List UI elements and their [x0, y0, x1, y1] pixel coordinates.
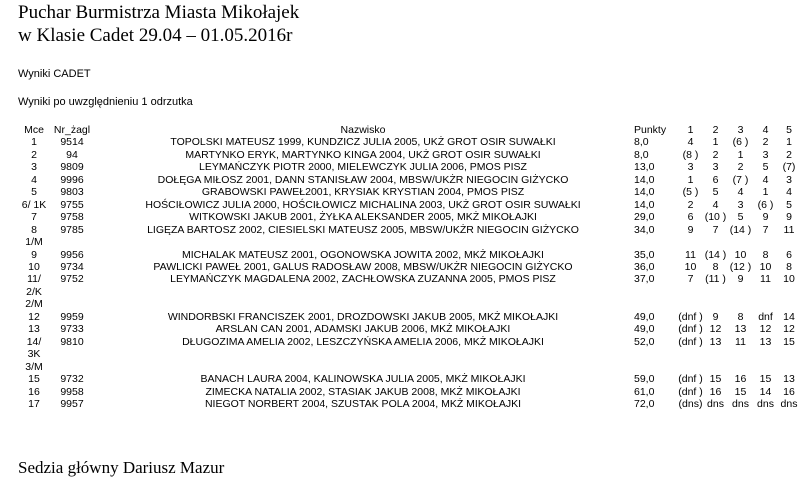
- race-2-cell: [703, 286, 728, 298]
- header-race-5: 5: [786, 124, 792, 136]
- race-5-cell: 1: [786, 136, 792, 149]
- mce-cell: 11/: [27, 273, 41, 286]
- race-1-cell: 9: [687, 223, 694, 236]
- crew-name-cell: MICHALAK MATEUSZ 2001, OGONOWSKA JOWITA 2002, MKŻ MIKOŁAJKI: [182, 248, 544, 261]
- race-2-cell: dns: [707, 397, 724, 410]
- race-4-cell: [753, 361, 778, 373]
- race-3-cell: dns: [732, 397, 749, 410]
- race-3-cell: 1: [737, 148, 744, 161]
- race-3-cell: [728, 286, 753, 298]
- points-cell: 49,0: [634, 310, 655, 323]
- crew-name-cell: GRABOWSKI PAWEŁ2001, KRYSIAK KRYSTIAN 2004, PMOS PISZ: [201, 186, 525, 199]
- sail-number-cell: 9996: [60, 173, 84, 186]
- crew-name-cell: MARTYNKO ERYK, MARTYNKO KINGA 2004, UKŻ GROT OSIR SUWAŁKI: [185, 148, 541, 161]
- table-row: [16, 336, 800, 348]
- table-row: [16, 136, 800, 148]
- mce-cell: 2/K: [26, 285, 42, 298]
- race-1-cell: (dnf ): [678, 310, 703, 323]
- race-5-cell: 14: [783, 310, 795, 323]
- crew-name-cell: HOŚCIŁOWICZ JULIA 2000, HOŚCIŁOWICZ MICHALINA 2003, UKŻ GROT OSIR SUWAŁKI: [145, 198, 581, 211]
- race-5-cell: [778, 361, 800, 373]
- race-4-cell: 11: [760, 273, 771, 286]
- crew-name-cell: DŁUGOZIMA AMELIA 2002, LESZCZYŃSKA AMELIA 2006, MKŻ MIKOŁAJKI: [182, 335, 544, 348]
- mce-cell: 2/M: [25, 298, 43, 311]
- sail-number-cell: 9959: [60, 310, 84, 323]
- table-row: [16, 273, 800, 285]
- sail-number-cell: 9733: [60, 323, 84, 336]
- race-2-cell: 6: [712, 173, 719, 186]
- race-5-cell: 15: [783, 335, 795, 348]
- race-2-cell: [703, 236, 728, 248]
- sail-number-cell: 9809: [60, 161, 84, 174]
- race-2-cell: 13: [709, 335, 722, 348]
- mce-cell: 16: [28, 385, 40, 398]
- mce-cell: 1/M: [25, 236, 43, 249]
- race-4-cell: 5: [762, 161, 769, 174]
- race-1-cell: (dnf ): [678, 323, 703, 336]
- mce-cell: 2: [31, 148, 37, 161]
- race-5-cell: 12: [783, 323, 795, 336]
- points-cell: [634, 361, 678, 373]
- race-3-cell: (12 ): [729, 260, 752, 273]
- race-4-cell: [753, 348, 778, 360]
- race-2-cell: 3: [712, 161, 719, 174]
- race-2-cell: 5: [712, 186, 719, 199]
- crew-name-cell: WITKOWSKI JAKUB 2001, ŻYŁKA ALEKSANDER 2005, MKŻ MIKOŁAJKI: [189, 211, 537, 224]
- race-3-cell: (7 ): [732, 173, 749, 186]
- points-cell: 52,0: [634, 335, 655, 348]
- race-1-cell: 11: [685, 248, 696, 261]
- race-4-cell: 10: [759, 260, 772, 273]
- points-cell: 72,0: [634, 397, 655, 410]
- header-race-3: 3: [737, 124, 744, 136]
- mce-cell: 17: [28, 397, 40, 410]
- points-cell: 34,0: [634, 223, 655, 236]
- header-points: Punkty: [634, 124, 667, 136]
- table-row: [16, 199, 800, 211]
- table-row: [16, 386, 800, 398]
- mce-cell: 3: [31, 161, 37, 174]
- race-5-cell: 5: [786, 198, 792, 211]
- race-2-cell: (10 ): [704, 211, 727, 224]
- race-1-cell: [678, 236, 703, 248]
- header-mce: Mce: [24, 124, 44, 136]
- race-5-cell: dns: [780, 397, 798, 410]
- table-row: [16, 161, 800, 173]
- mce-cell: 10: [28, 260, 40, 273]
- mce-cell: 14/: [26, 335, 42, 348]
- sail-number-cell: 9514: [60, 136, 84, 149]
- sail-number-cell: 9755: [60, 198, 84, 211]
- header-nr: Nr_żagl: [53, 124, 91, 136]
- mce-cell: 4: [31, 173, 37, 186]
- race-4-cell: 12: [759, 323, 772, 336]
- points-cell: 36,0: [634, 260, 655, 273]
- race-4-cell: 15: [759, 373, 772, 386]
- race-4-cell: 9: [762, 211, 769, 224]
- sail-number-cell: [52, 361, 92, 373]
- race-2-cell: 15: [709, 373, 722, 386]
- sail-number-cell: 9785: [60, 223, 84, 236]
- race-4-cell: dnf: [758, 310, 773, 323]
- race-5-cell: 3: [786, 173, 792, 186]
- race-4-cell: dns: [757, 397, 774, 410]
- race-5-cell: [778, 286, 800, 298]
- header-row: [16, 124, 800, 136]
- race-3-cell: (14 ): [729, 223, 752, 236]
- sail-number-cell: 94: [66, 148, 78, 161]
- mce-cell: 6/ 1K: [21, 198, 47, 211]
- race-1-cell: 3: [687, 161, 694, 174]
- results-table: [16, 124, 800, 410]
- race-2-cell: [703, 361, 728, 373]
- points-cell: 14,0: [634, 198, 655, 211]
- crew-name-cell: LEYMAŃCZYK MAGDALENA 2002, ZACHŁOWSKA ZUZANNA 2005, PMOS PISZ: [170, 273, 556, 286]
- points-cell: 49,0: [634, 323, 655, 336]
- table-row: [16, 398, 800, 410]
- race-5-cell: (7): [782, 161, 796, 174]
- table-row: [16, 286, 800, 298]
- crew-name-cell: [92, 298, 634, 310]
- sail-number-cell: 9803: [60, 186, 84, 199]
- mce-cell: 12: [28, 310, 40, 323]
- race-2-cell: [703, 298, 728, 310]
- race-4-cell: [753, 236, 778, 248]
- table-row: [16, 224, 800, 236]
- race-5-cell: [778, 348, 800, 360]
- sail-number-cell: 9758: [60, 211, 84, 224]
- race-1-cell: [678, 298, 703, 310]
- race-2-cell: (11 ): [705, 273, 726, 286]
- points-cell: 29,0: [634, 211, 655, 224]
- race-1-cell: (dnf ): [678, 373, 703, 386]
- crew-name-cell: PAWLICKI PAWEŁ 2001, GALUS RADOSŁAW 2008, MBSW/UKŻR NIEGOCIN GIŻYCKO: [153, 260, 573, 273]
- title-line-1: Puchar Burmistrza Miasta Mikołajek: [18, 2, 300, 23]
- crew-name-cell: TOPOLSKI MATEUSZ 1999, KUNDZICZ JULIA 2005, UKŻ GROT OSIR SUWAŁKI: [170, 136, 556, 149]
- race-3-cell: 3: [737, 198, 744, 211]
- points-cell: [634, 236, 678, 248]
- race-3-cell: 13: [734, 323, 747, 336]
- race-1-cell: 6: [687, 211, 694, 224]
- subtitle: Wyniki CADET: [18, 68, 91, 80]
- table-row: [16, 311, 800, 323]
- race-5-cell: 11: [783, 223, 795, 236]
- race-3-cell: [728, 361, 753, 373]
- header-race-1: 1: [687, 124, 694, 136]
- race-3-cell: 10: [734, 248, 747, 261]
- crew-name-cell: BANACH LAURA 2004, KALINOWSKA JULIA 2005, MKŻ MIKOŁAJKI: [200, 373, 526, 386]
- race-3-cell: 2: [737, 161, 744, 174]
- crew-name-cell: DOŁĘGA MIŁOSZ 2001, DANN STANISŁAW 2004, MBSW/UKŻR NIEGOCIN GIŻYCKO: [157, 173, 569, 186]
- race-1-cell: (dnf ): [678, 335, 703, 348]
- sail-number-cell: [52, 348, 92, 360]
- mce-cell: 8: [31, 223, 37, 236]
- crew-name-cell: LIGĘZA BARTOSZ 2002, CIESIELSKI MATEUSZ 2005, MBSW/UKŻR NIEGOCIN GIŻYCKO: [147, 223, 579, 236]
- sail-number-cell: [52, 286, 92, 298]
- crew-name-cell: LEYMAŃCZYK PIOTR 2000, MIELEWCZYK JULIA 2006, PMOS PISZ: [199, 161, 527, 174]
- points-cell: 14,0: [634, 186, 655, 199]
- mce-cell: 5: [31, 186, 37, 199]
- race-5-cell: 8: [786, 260, 792, 273]
- sail-number-cell: [52, 298, 92, 310]
- race-4-cell: 2: [762, 136, 769, 149]
- race-5-cell: 4: [786, 186, 792, 199]
- table-row: [16, 174, 800, 186]
- race-4-cell: 4: [762, 173, 769, 186]
- race-2-cell: 2: [712, 148, 719, 161]
- points-cell: 61,0: [634, 385, 655, 398]
- race-4-cell: [753, 298, 778, 310]
- table-row: [16, 186, 800, 198]
- race-1-cell: (dns): [678, 397, 703, 410]
- mce-cell: 13: [28, 323, 40, 336]
- crew-name-cell: [92, 348, 634, 360]
- race-4-cell: 14: [759, 385, 772, 398]
- race-4-cell: 8: [762, 248, 769, 261]
- table-row: [16, 373, 800, 385]
- race-1-cell: 2: [687, 198, 694, 211]
- points-cell: 35,0: [634, 248, 655, 261]
- race-2-cell: 7: [712, 223, 719, 236]
- points-cell: 13,0: [634, 161, 655, 174]
- discard-note: Wyniki po uwzględnieniu 1 odrzutka: [18, 96, 193, 108]
- race-3-cell: [728, 236, 753, 248]
- points-cell: [634, 298, 678, 310]
- table-row: [16, 348, 800, 360]
- mce-cell: 9: [31, 248, 37, 261]
- points-cell: 8,0: [634, 148, 649, 161]
- title-line-2: w Klasie Cadet 29.04 – 01.05.2016r: [18, 25, 293, 46]
- header-name: Nazwisko: [340, 124, 386, 136]
- results-body: [16, 136, 800, 410]
- race-3-cell: 5: [737, 211, 744, 224]
- race-1-cell: 4: [687, 136, 694, 149]
- table-row: [16, 361, 800, 373]
- points-cell: 8,0: [634, 136, 649, 149]
- race-4-cell: 7: [762, 223, 769, 236]
- race-2-cell: [703, 348, 728, 360]
- crew-name-cell: [92, 361, 634, 373]
- crew-name-cell: [92, 236, 634, 248]
- race-3-cell: [728, 298, 753, 310]
- table-row: [16, 149, 800, 161]
- table-row: [16, 249, 800, 261]
- race-1-cell: 10: [684, 260, 697, 273]
- sail-number-cell: [52, 236, 92, 248]
- race-5-cell: [778, 298, 800, 310]
- race-4-cell: 13: [759, 335, 772, 348]
- race-5-cell: 6: [786, 248, 792, 261]
- race-3-cell: [728, 348, 753, 360]
- table-row: [16, 236, 800, 248]
- race-3-cell: 16: [734, 373, 747, 386]
- race-2-cell: 8: [712, 260, 719, 273]
- race-1-cell: [678, 348, 703, 360]
- race-4-cell: 1: [762, 186, 769, 199]
- race-5-cell: 13: [783, 373, 795, 386]
- table-row: [16, 298, 800, 310]
- race-4-cell: [753, 286, 778, 298]
- race-2-cell: 9: [712, 310, 719, 323]
- race-2-cell: 4: [712, 198, 719, 211]
- table-row: [16, 261, 800, 273]
- chief-judge: Sedzia główny Dariusz Mazur: [18, 458, 225, 477]
- race-5-cell: 10: [783, 273, 795, 286]
- race-2-cell: 16: [709, 385, 722, 398]
- crew-name-cell: WINDORBSKI FRANCISZEK 2001, DROZDOWSKI JAKUB 2005, MKŻ MIKOŁAJKI: [167, 310, 559, 323]
- header-race-2: 2: [712, 124, 719, 136]
- race-4-cell: 3: [762, 148, 769, 161]
- mce-cell: 1: [31, 136, 37, 149]
- race-2-cell: 1: [712, 136, 719, 149]
- race-2-cell: 12: [709, 323, 722, 336]
- race-5-cell: [778, 236, 800, 248]
- sail-number-cell: 9956: [60, 248, 84, 261]
- mce-cell: 3/M: [25, 360, 43, 373]
- points-cell: 14,0: [634, 173, 655, 186]
- race-5-cell: 9: [786, 211, 792, 224]
- race-1-cell: (dnf ): [678, 385, 703, 398]
- points-cell: 37,0: [634, 273, 655, 286]
- race-3-cell: 11: [735, 335, 746, 348]
- race-5-cell: 2: [786, 148, 792, 161]
- race-1-cell: 7: [687, 273, 694, 286]
- race-1-cell: (8 ): [682, 148, 699, 161]
- mce-cell: 15: [28, 373, 40, 386]
- race-1-cell: [678, 361, 703, 373]
- sail-number-cell: 9734: [60, 260, 84, 273]
- crew-name-cell: [92, 286, 634, 298]
- points-cell: [634, 286, 678, 298]
- header-race-4: 4: [762, 124, 769, 136]
- table-row: [16, 323, 800, 335]
- race-1-cell: (5 ): [682, 186, 699, 199]
- crew-name-cell: ZIMECKA NATALIA 2002, STASIAK JAKUB 2008, MKŻ MIKOŁAJKI: [205, 385, 521, 398]
- race-5-cell: 16: [783, 385, 795, 398]
- race-2-cell: (14 ): [704, 248, 727, 261]
- points-cell: [634, 348, 678, 360]
- race-3-cell: 9: [737, 273, 744, 286]
- mce-cell: 7: [31, 211, 37, 224]
- sail-number-cell: 9752: [60, 273, 84, 286]
- crew-name-cell: ARSLAN CAN 2001, ADAMSKI JAKUB 2006, MKŻ MIKOŁAJKI: [215, 323, 511, 336]
- race-3-cell: 4: [737, 186, 744, 199]
- sail-number-cell: 9810: [60, 335, 84, 348]
- sail-number-cell: 9957: [60, 397, 84, 410]
- sail-number-cell: 9732: [60, 373, 84, 386]
- race-1-cell: 1: [687, 173, 694, 186]
- race-3-cell: (6 ): [732, 136, 749, 149]
- race-3-cell: 8: [737, 310, 744, 323]
- mce-cell: 3K: [27, 348, 41, 361]
- points-cell: 59,0: [634, 373, 655, 386]
- race-1-cell: [678, 286, 703, 298]
- race-4-cell: (6 ): [757, 198, 774, 211]
- crew-name-cell: NIEGOT NORBERT 2004, SZUSTAK POLA 2004, MKŻ MIKOŁAJKI: [204, 397, 522, 410]
- sail-number-cell: 9958: [60, 385, 84, 398]
- table-row: [16, 211, 800, 223]
- race-3-cell: 15: [734, 385, 747, 398]
